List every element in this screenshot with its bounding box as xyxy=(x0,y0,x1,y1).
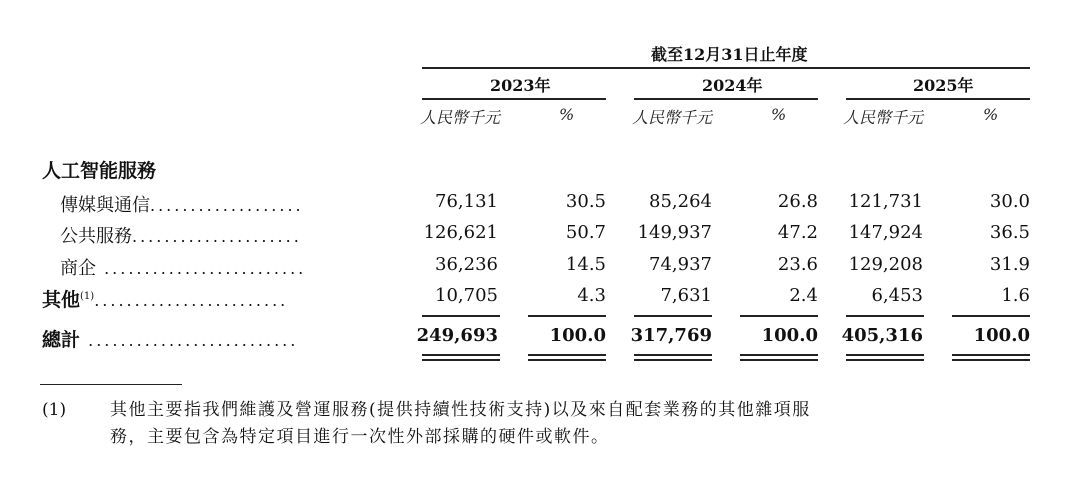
year-rule-2023 xyxy=(422,98,606,100)
total-value: 100.0 xyxy=(549,325,606,346)
row-value: 85,264 xyxy=(649,191,712,212)
subtotal-rule xyxy=(422,315,500,317)
row-value: 30.0 xyxy=(989,191,1030,212)
unit-header-2024: 人民幣千元 xyxy=(632,108,713,127)
year-header-2024: 2024年 xyxy=(702,76,763,95)
footnote-text-line2: 務，主要包含為特定項目進行一次性外部採購的硬件或軟件。 xyxy=(110,427,610,447)
unit-header-2025: 人民幣千元 xyxy=(843,108,924,127)
total-double-rule xyxy=(740,359,818,361)
section-title: 人工智能服務 xyxy=(42,160,157,182)
subtotal-rule xyxy=(634,315,712,317)
total-double-rule xyxy=(528,354,606,356)
year-rule-2024 xyxy=(634,98,818,100)
row-value: 4.3 xyxy=(577,285,606,306)
year-header-2023: 2023年 xyxy=(490,76,551,95)
row-value: 76,131 xyxy=(435,191,498,212)
subtotal-rule xyxy=(528,315,606,317)
total-double-rule xyxy=(846,359,924,361)
total-value: 100.0 xyxy=(761,325,818,346)
row-value: 26.8 xyxy=(777,191,818,212)
year-rule-2025 xyxy=(846,98,1030,100)
row-value: 149,937 xyxy=(637,222,712,243)
row-label: 其他$^{(1)}$........................ xyxy=(42,289,289,311)
row-value: 30.5 xyxy=(565,191,606,212)
total-value: 317,769 xyxy=(630,325,712,346)
row-label: 商企 ......................... xyxy=(60,258,307,279)
total-double-rule xyxy=(846,354,924,356)
row-value: 126,621 xyxy=(423,222,498,243)
row-value: 14.5 xyxy=(565,254,606,275)
total-double-rule xyxy=(740,354,818,356)
pct-header-2024: % xyxy=(771,105,787,124)
row-value: 23.6 xyxy=(777,254,818,275)
total-double-rule xyxy=(422,359,500,361)
row-value: 129,208 xyxy=(848,254,923,275)
subtotal-rule xyxy=(740,315,818,317)
total-row-label: 總計 .......................... xyxy=(42,329,299,351)
total-value: 249,693 xyxy=(416,325,498,346)
row-value: 147,924 xyxy=(848,222,923,243)
row-value: 74,937 xyxy=(649,254,712,275)
total-double-rule xyxy=(528,359,606,361)
row-label: 傳媒與通信................... xyxy=(60,195,304,216)
row-value: 36.5 xyxy=(989,222,1030,243)
footnote-text-line1: 其他主要指我們維護及營運服務(提供持續性技術支持)以及來自配套業務的其他雜項服 xyxy=(110,400,811,420)
row-value: 10,705 xyxy=(435,285,498,306)
row-value: 36,236 xyxy=(435,254,498,275)
row-value: 47.2 xyxy=(777,222,818,243)
total-double-rule xyxy=(422,354,500,356)
footnote-marker: (1) xyxy=(42,400,67,420)
row-value: 121,731 xyxy=(848,191,923,212)
total-double-rule xyxy=(634,359,712,361)
subtotal-rule xyxy=(952,315,1030,317)
footnote-separator xyxy=(40,384,182,385)
period-header: 截至12月31日止年度 xyxy=(651,45,808,64)
unit-header-2023: 人民幣千元 xyxy=(420,108,501,127)
row-label: 公共服務..................... xyxy=(60,226,302,247)
pct-header-2023: % xyxy=(559,105,575,124)
total-double-rule xyxy=(952,354,1030,356)
row-value: 31.9 xyxy=(989,254,1030,275)
row-value: 1.6 xyxy=(1001,285,1030,306)
total-value: 100.0 xyxy=(973,325,1030,346)
pct-header-2025: % xyxy=(983,105,999,124)
row-value: 2.4 xyxy=(789,285,818,306)
subtotal-rule xyxy=(846,315,924,317)
row-value: 50.7 xyxy=(565,222,606,243)
period-header-rule xyxy=(422,67,1030,69)
total-double-rule xyxy=(952,359,1030,361)
row-value: 7,631 xyxy=(660,285,712,306)
year-header-2025: 2025年 xyxy=(913,76,974,95)
total-value: 405,316 xyxy=(841,325,923,346)
total-double-rule xyxy=(634,354,712,356)
footnote-ref: (1) xyxy=(80,291,95,302)
row-value: 6,453 xyxy=(871,285,923,306)
